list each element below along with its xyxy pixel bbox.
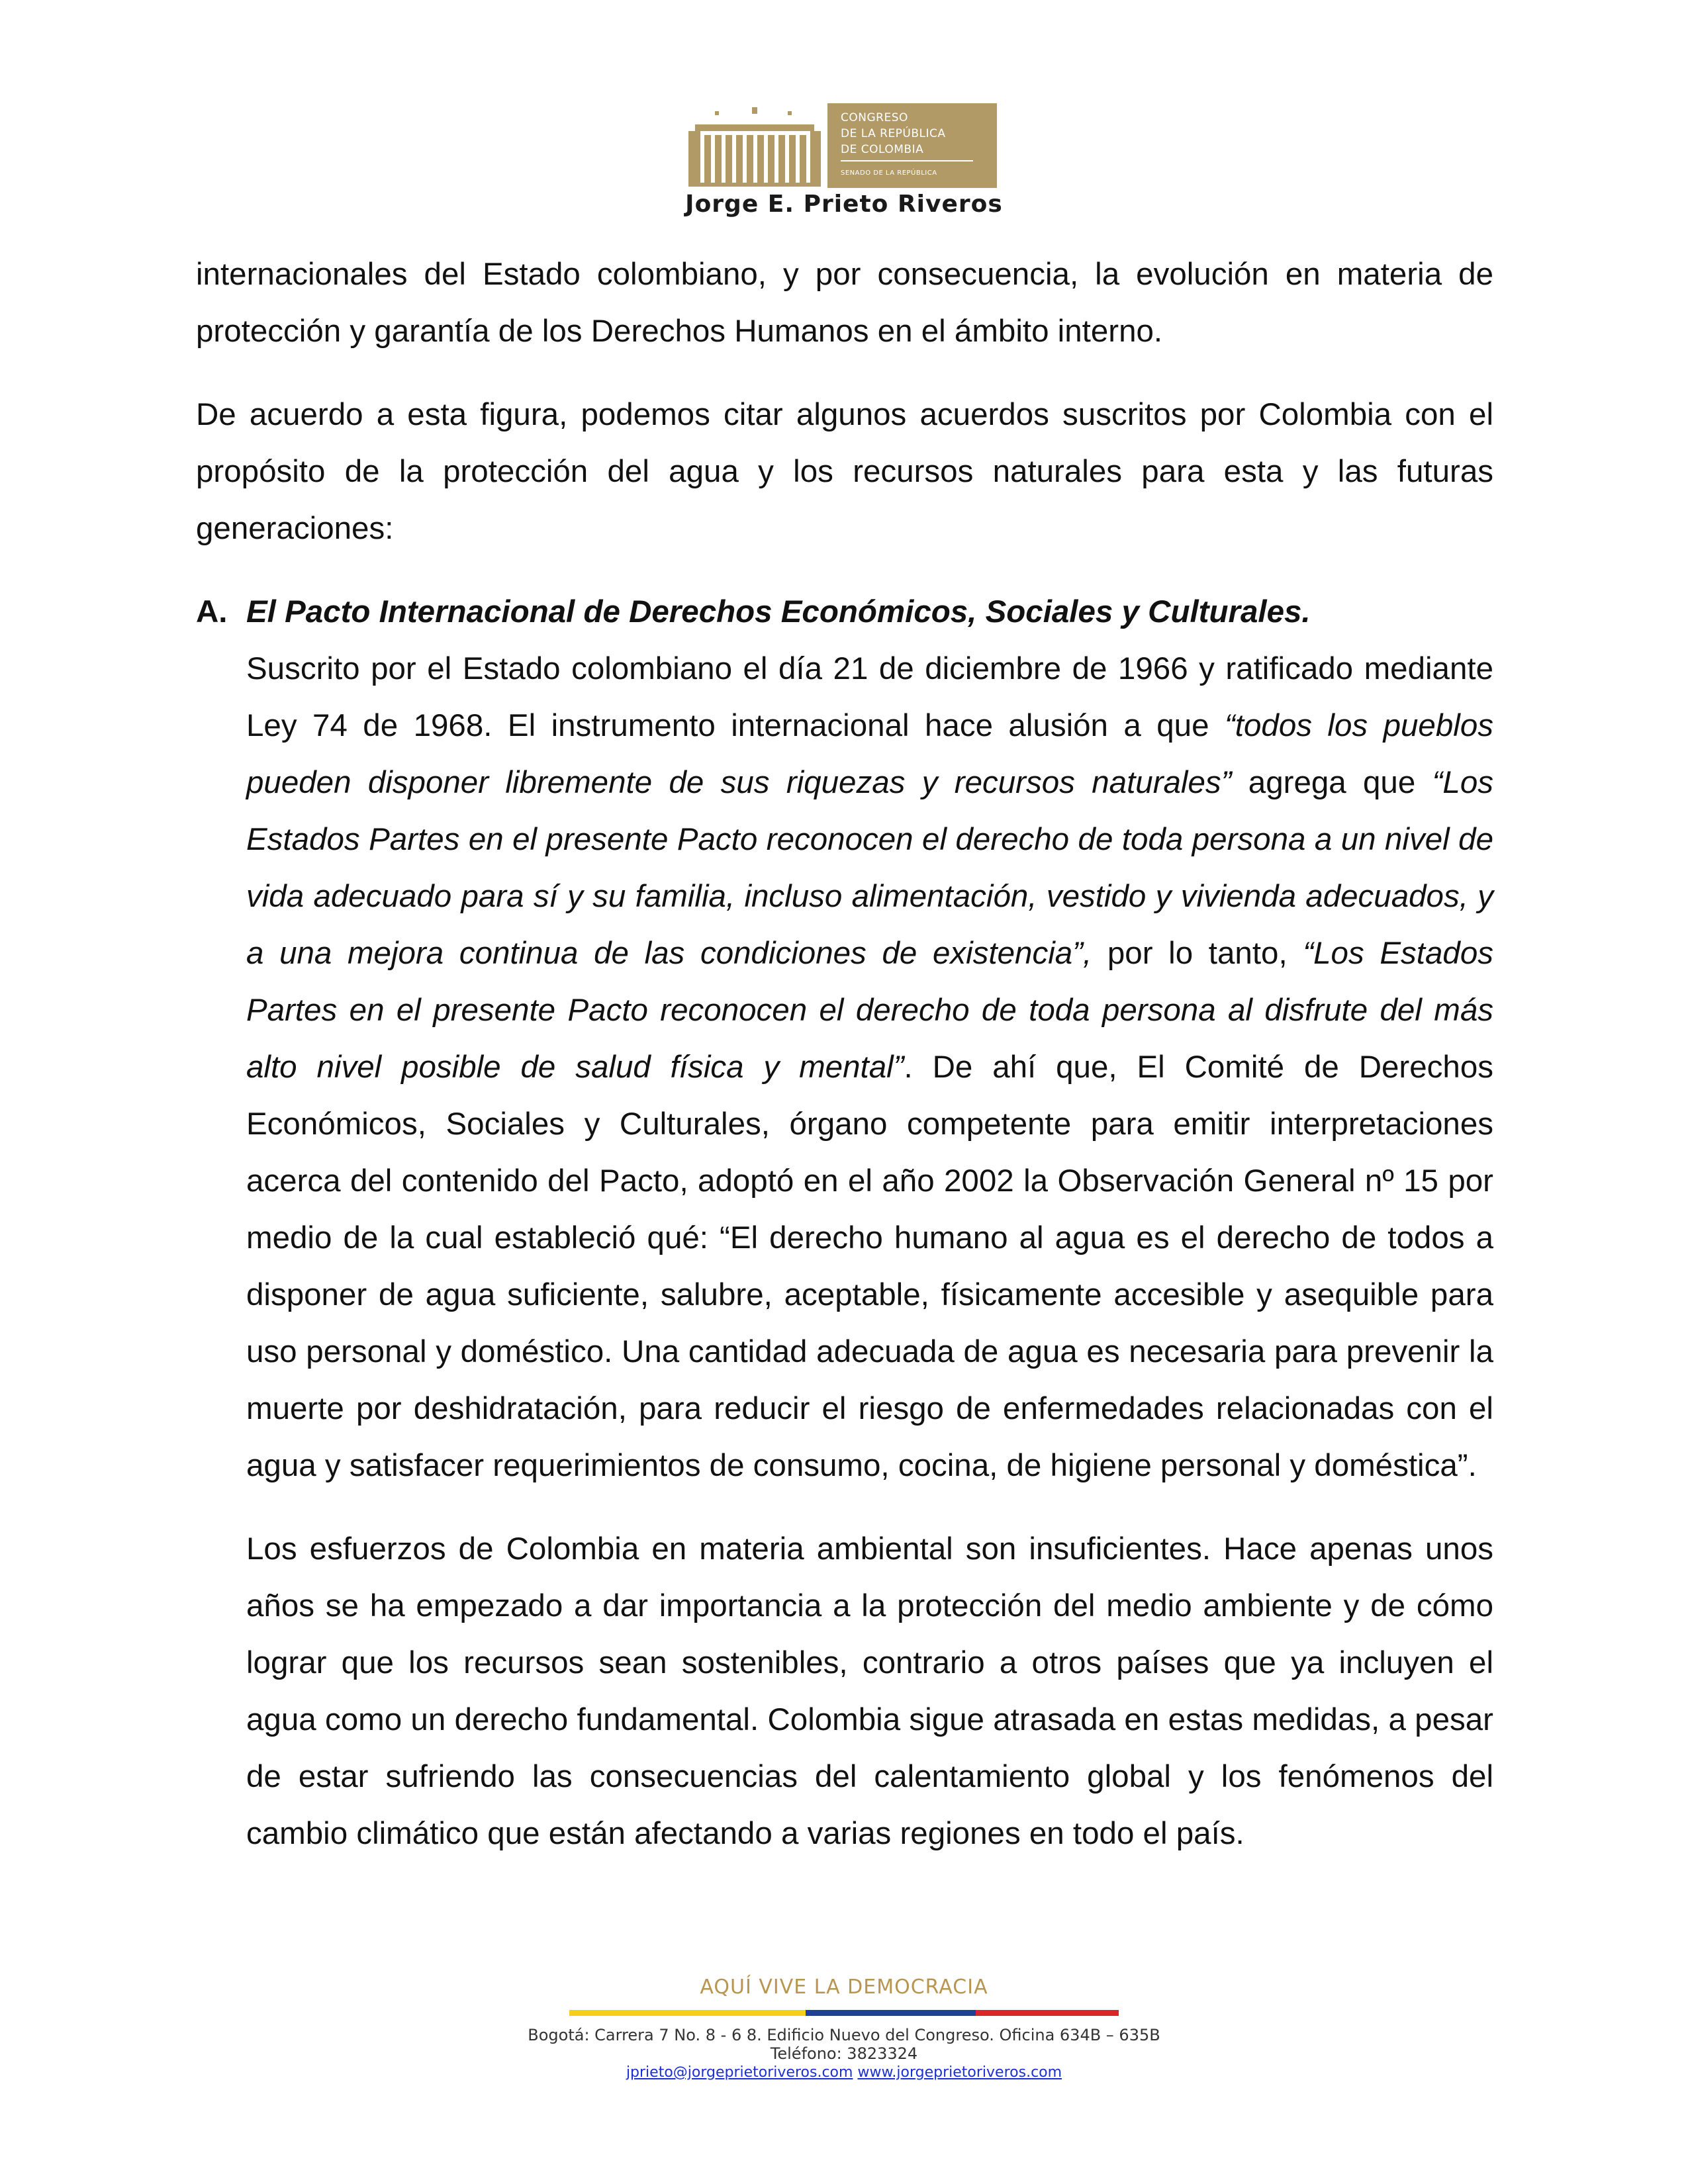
colombia-flag-stripe: [569, 2010, 1119, 2016]
quote-1: “todos los pueblos pueden disponer libremente de sus riquezas y recursos naturales”: [246, 708, 1493, 800]
footer-phone: Teléfono: 3823324: [770, 2044, 918, 2063]
list-marker: A.: [196, 594, 228, 629]
logo-line-1: CONGRESO: [841, 111, 908, 124]
paragraph-1: internacionales del Estado colombiano, y por consecuencia, la evolución en materia de protección y garantía de los Derechos Humanos en el ámbito interno.: [196, 257, 1493, 349]
website-link[interactable]: www.jorgeprietoriveros.com: [857, 2064, 1062, 2081]
list-item-title-row: [196, 584, 1493, 641]
flag-yellow: [569, 2010, 806, 2016]
congress-logo: [688, 98, 1000, 188]
paragraph-3: Los esfuerzos de Colombia en materia ambiental son insuficientes. Hace apenas unos años se ha empezado a dar importancia a la protección del medio ambiente y de cómo lograr que los recursos sean sostenibles, contrario a otros países que ya incluyen el agua como un derecho fundamental. Colombia sigue atrasada en estas medidas, a pesar de estar sufriendo las consecuencias del calentamiento global y los fenómenos del cambio climático que están afectando a varias regiones en todo el país.: [246, 1531, 1493, 1851]
footer-slogan: AQUÍ VIVE LA DEMOCRACIA: [700, 1976, 988, 1999]
logo-line-2: DE LA REPÚBLICA: [841, 127, 946, 140]
logo-line-4: SENADO DE LA REPÚBLICA: [841, 169, 937, 177]
list-item-title: El Pacto Internacional de Derechos Económicos, Sociales y Culturales.: [246, 594, 1311, 629]
list-item-a: [196, 584, 1493, 1494]
list-text-1: Suscrito por el Estado colombiano el día 21 de diciembre de 1966 y ratificado mediante Ley 74 de 1968. El instrumento internacional hace alusión a que: [246, 651, 1493, 743]
logo-line-3: DE COLOMBIA: [841, 143, 924, 156]
footer-address: Bogotá: Carrera 7 No. 8 - 6 8. Edificio Nuevo del Congreso. Oficina 634B – 635B: [528, 2026, 1160, 2044]
page-header: [0, 98, 1688, 224]
list-text-2: agrega que: [1231, 765, 1432, 800]
list-text-3: por lo tanto,: [1092, 936, 1303, 971]
author-name: Jorge E. Prieto Riveros: [685, 191, 1003, 218]
capitol-building-icon: [688, 98, 821, 188]
document-body: [196, 246, 1493, 1862]
list-item-body: [246, 641, 1493, 1494]
quote-3: “Los Estados Partes en el presente Pacto reconocen el derecho de toda persona al disfrute del más alto nivel posible de salud física y mental”: [246, 936, 1494, 1085]
flag-blue: [806, 2010, 976, 2016]
quote-2: “Los Estados Partes en el presente Pacto reconocen el derecho de toda persona a un nivel de vida adecuado para sí y su familia, incluso alimentación, vestido y vivienda adecuados, y a una mejora continua de las condiciones de existencia”,: [246, 765, 1493, 971]
list-text-4: . De ahí que, El Comité de Derechos Económicos, Sociales y Culturales, órgano competente para emitir interpretaciones acerca del contenido del Pacto, adoptó en el año 2002 la Observación General nº 15 por medio de la cual estableció qué: “El derecho humano al agua es el derecho de todos a disponer de agua suficiente, salubre, aceptable, físicamente accesible y asequible para uso personal y doméstico. Una cantidad adecuada de agua es necesaria para prevenir la muerte por deshidratación, para reducir el riesgo de enfermedades relacionadas con el agua y satisfacer requerimientos de consumo, cocina, de higiene personal y doméstica”.: [246, 1050, 1493, 1483]
flag-red: [976, 2010, 1119, 2016]
paragraph-2: De acuerdo a esta figura, podemos citar algunos acuerdos suscritos por Colombia con el propósito de la protección del agua y los recursos naturales para esta y las futuras generaciones:: [196, 397, 1493, 546]
footer-links: [0, 2064, 1688, 2082]
email-link[interactable]: jprieto@jorgeprietoriveros.com: [626, 2064, 853, 2081]
logo-divider: [841, 160, 973, 161]
logo-label-box: [827, 103, 997, 188]
page-footer: [0, 1976, 1688, 2088]
